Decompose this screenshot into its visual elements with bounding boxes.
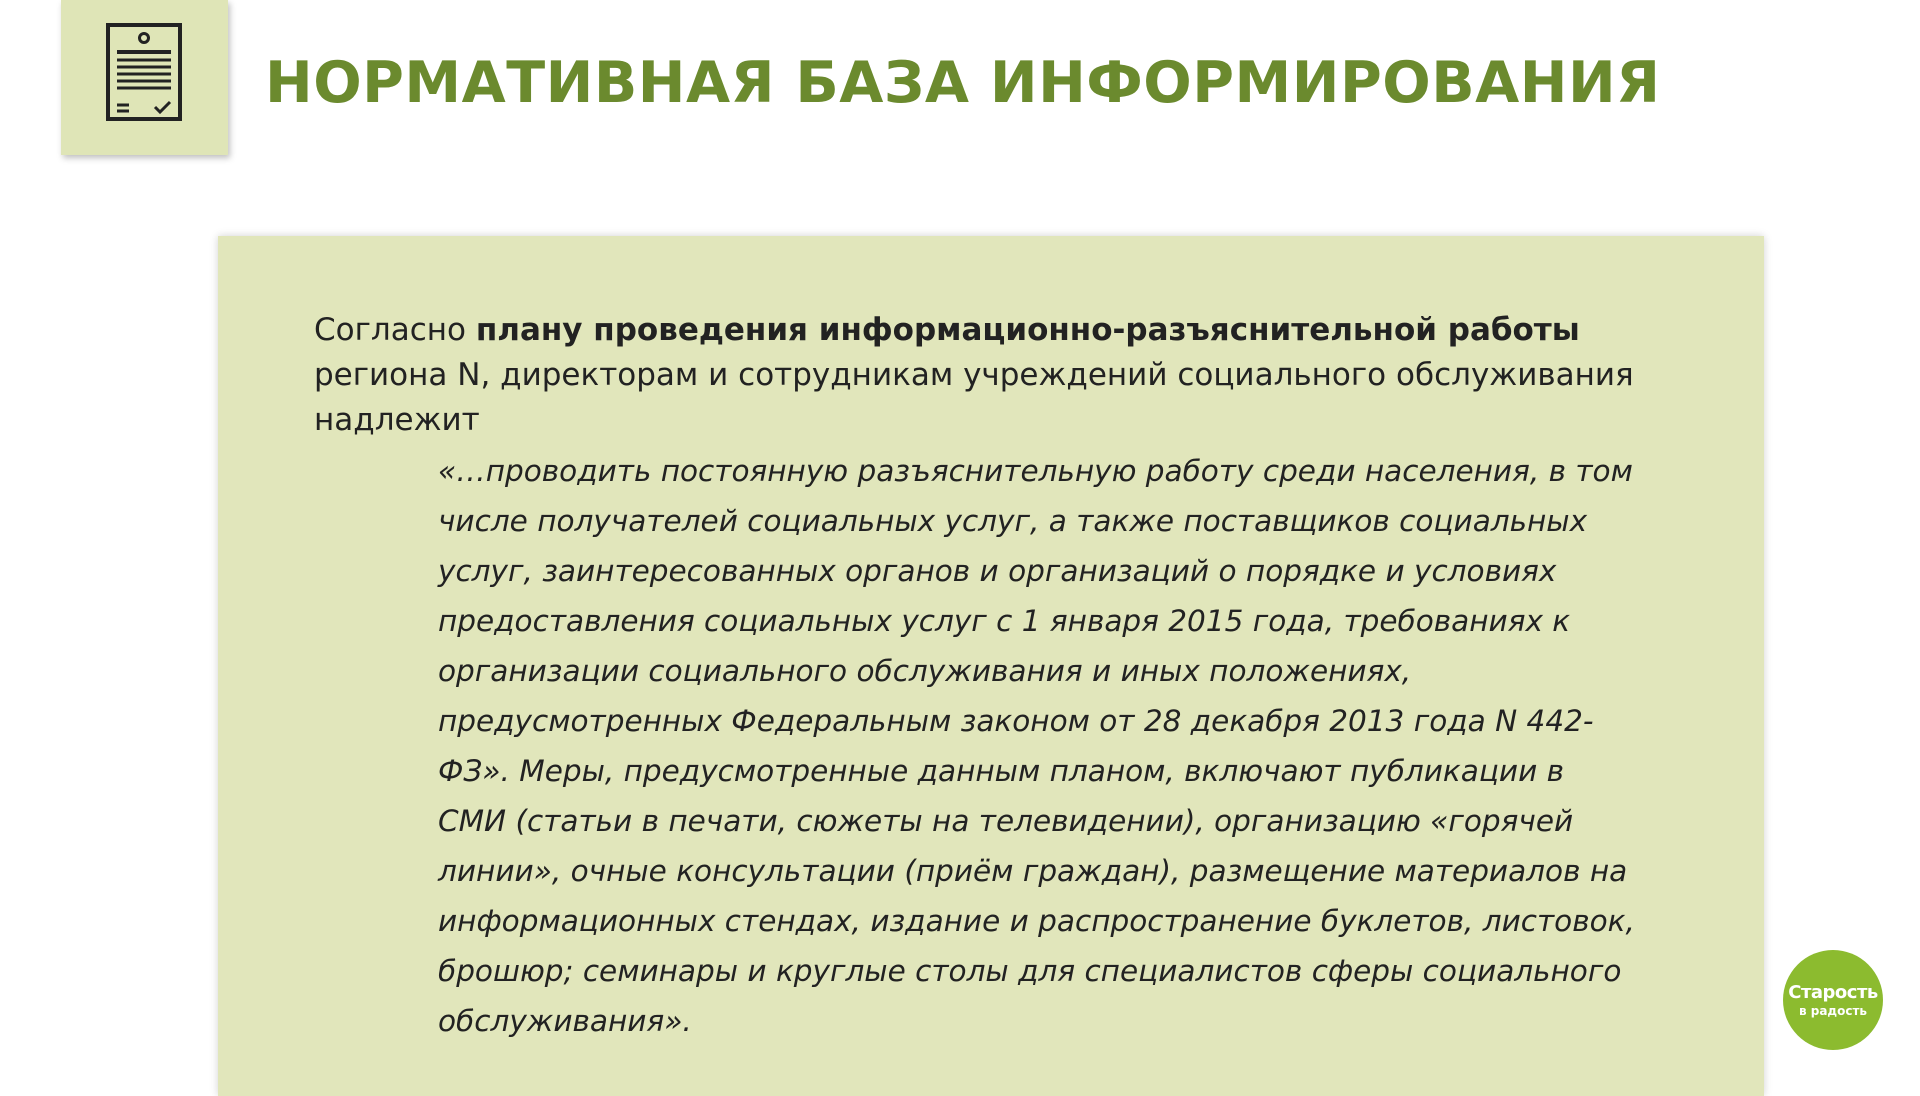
logo-line1: Старость bbox=[1788, 981, 1878, 1003]
document-check-icon bbox=[105, 22, 183, 122]
quote-paragraph: «…проводить постоянную разъяснительную работу среди населения, в том числе получателей социальных услуг, а также поставщиков социальных услуг, заинтересованных органов и организаций о порядке и условиях предоставления социальных услуг с 1 января 2015 года, требованиях к организации социального обслуживания и иных положениях, предусмотренных Федеральным законом от 28 декабря 2013 года N 442-ФЗ». Меры, предусмотренные данным планом, включают публикации в СМИ (статьи в печати, сюжеты на телевидении), организацию «горячей линии», очные консультации (приём граждан), размещение материалов на информационных стендах, издание и распространение буклетов, листовок, брошюр; семинары и круглые столы для специалистов сферы социального обслуживания». bbox=[438, 454, 1635, 1038]
logo-line2: в радость bbox=[1798, 1003, 1868, 1018]
page-title: НОРМАТИВНАЯ БАЗА ИНФОРМИРОВАНИЯ bbox=[265, 50, 1661, 116]
logo-starost-v-radost bbox=[1783, 950, 1883, 1050]
intro-paragraph bbox=[314, 308, 1714, 443]
content-card bbox=[218, 236, 1764, 1096]
intro-bold-plan: плану проведения информационно-разъяснительной работы bbox=[475, 312, 1580, 348]
intro-prefix: Согласно bbox=[314, 312, 476, 348]
header-icon-tile bbox=[61, 0, 228, 155]
intro-suffix: региона N, директорам и сотрудникам учреждений социального обслуживания надлежит bbox=[314, 357, 1634, 438]
